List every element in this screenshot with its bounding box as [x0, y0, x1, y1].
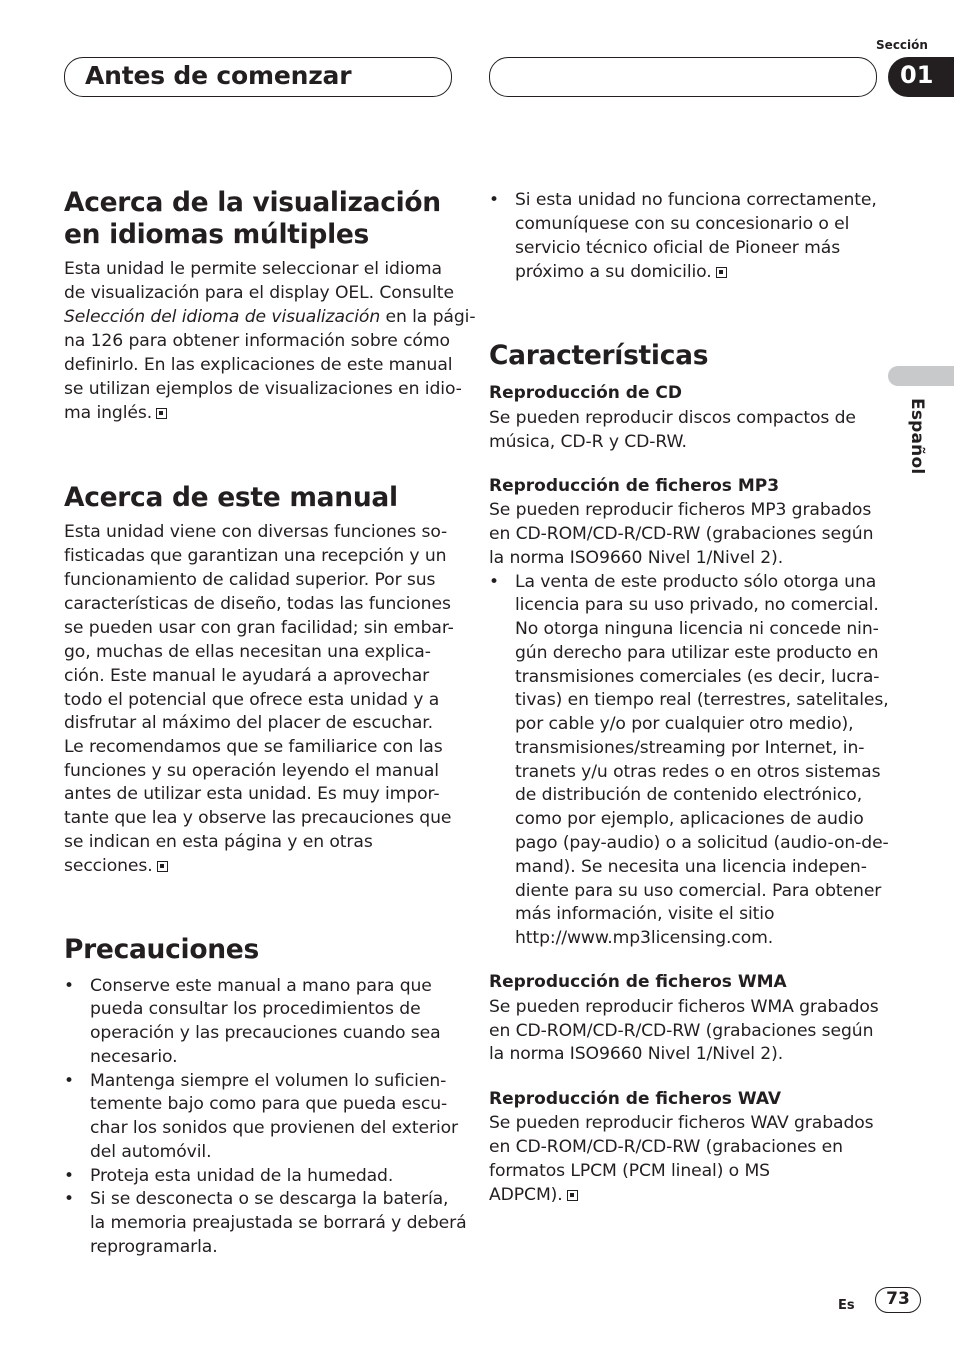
header-blank-frame	[489, 57, 877, 97]
section-label: Sección	[876, 38, 928, 52]
list-item-line: char los sonidos que provienen del exterior	[90, 1118, 459, 1138]
paragraph-line: en CD-ROM/CD-R/CD-RW (grabaciones según	[489, 524, 874, 544]
list-item-line: Si se desconecta o se descarga la batería,	[90, 1189, 449, 1209]
list-item-line: Mantenga siempre el volumen lo suficien-	[90, 1071, 447, 1091]
chapter-header	[64, 57, 452, 97]
paragraph-line: características de diseño, todas las funciones	[64, 594, 451, 614]
paragraph-line: Se pueden reproducir ficheros MP3 grabados	[489, 500, 872, 520]
list-item-line: comuníquese con su concesionario o el	[515, 214, 850, 234]
list-item-line: mand). Se necesita una licencia indepen-	[515, 857, 867, 877]
subheading: Reproducción de ficheros WMA	[489, 972, 787, 992]
paragraph-line: se pueden usar con gran facilidad; sin embar-	[64, 618, 454, 638]
list-item-line: como por ejemplo, aplicaciones de audio	[515, 809, 864, 829]
list-item-line: http://www.mp3licensing.com.	[515, 928, 774, 948]
list-item-line: La venta de este producto sólo otorga una	[515, 572, 877, 592]
list-item-line: reprogramarla.	[90, 1237, 218, 1257]
paragraph-line: definirlo. En las explicaciones de este manual	[64, 355, 453, 375]
end-mark-icon	[156, 408, 167, 419]
list-item-line: la memoria preajustada se borrará y deberá	[90, 1213, 467, 1233]
paragraph-line: funcionamiento de calidad superior. Por sus	[64, 570, 436, 590]
paragraph-line: antes de utilizar esta unidad. Es muy impor-	[64, 784, 440, 804]
list-item-line: diente para su uso comercial. Para obtener	[515, 881, 882, 901]
bullet-icon: •	[64, 976, 75, 996]
paragraph-line: secciones.	[64, 855, 168, 879]
list-item-line: tivas) en tiempo real (terrestres, satelitales,	[515, 690, 889, 710]
paragraph-line: se indican en esta página y en otras	[64, 832, 373, 852]
bullet-icon: •	[64, 1071, 75, 1091]
section-heading: Precauciones	[64, 934, 259, 965]
end-mark-icon	[157, 861, 168, 872]
list-item-line: necesario.	[90, 1047, 178, 1067]
end-mark-icon	[716, 267, 727, 278]
chapter-title: Antes de comenzar	[85, 61, 352, 90]
list-item-line: del automóvil.	[90, 1142, 212, 1162]
paragraph-line: ción. Este manual le ayudará a aprovechar	[64, 666, 430, 686]
subheading: Reproducción de ficheros MP3	[489, 476, 780, 496]
list-item-line: temente bajo como para que pueda escu-	[90, 1094, 448, 1114]
section-number: 01	[900, 61, 934, 89]
end-mark-icon	[567, 1190, 578, 1201]
paragraph-line: la norma ISO9660 Nivel 1/Nivel 2).	[489, 548, 784, 568]
paragraph-line: Le recomendamos que se familiarice con las	[64, 737, 443, 757]
list-item-line: de distribución de contenido electrónico,	[515, 785, 863, 805]
language-tab-marker	[888, 366, 954, 386]
list-item-line: más información, visite el sitio	[515, 904, 775, 924]
section-heading: Características	[489, 340, 709, 371]
paragraph-line: funciones y su operación leyendo el manual	[64, 761, 439, 781]
paragraph-line: Se pueden reproducir ficheros WMA grabados	[489, 997, 879, 1017]
paragraph-line: fisticadas que garantizan una recepción y un	[64, 546, 447, 566]
list-item-line: servicio técnico oficial de Pioneer más	[515, 238, 841, 258]
paragraph-line: todo el potencial que ofrece esta unidad y a	[64, 690, 440, 710]
paragraph-line: go, muchas de ellas necesitan una explica-	[64, 642, 431, 662]
paragraph-line: tante que lea y observe las precauciones que	[64, 808, 452, 828]
subheading: Reproducción de CD	[489, 383, 683, 403]
list-item-line: Proteja esta unidad de la humedad.	[90, 1166, 394, 1186]
paragraph-line: Se pueden reproducir discos compactos de	[489, 408, 856, 428]
section-number-tab	[888, 57, 954, 97]
paragraph-line: formatos LPCM (PCM lineal) o MS	[489, 1161, 770, 1181]
bullet-icon: •	[489, 572, 500, 592]
bullet-icon: •	[64, 1166, 75, 1186]
page-number: 73	[875, 1287, 921, 1313]
list-item-line: transmisiones comerciales (es decir, lucra-	[515, 667, 880, 687]
list-item-line: Si esta unidad no funciona correctamente,	[515, 190, 877, 210]
section-heading: Acerca de la visualización	[64, 187, 441, 218]
section-heading: Acerca de este manual	[64, 482, 398, 513]
list-item-line: gún derecho para utilizar este producto en	[515, 643, 879, 663]
subheading: Reproducción de ficheros WAV	[489, 1089, 781, 1109]
paragraph-line: en CD-ROM/CD-R/CD-RW (grabaciones en	[489, 1137, 843, 1157]
list-item-line: licencia para su uso privado, no comercial.	[515, 595, 879, 615]
paragraph-line: Esta unidad le permite seleccionar el idioma	[64, 259, 442, 279]
bullet-icon: •	[489, 190, 500, 210]
list-item-line: No otorga ninguna licencia ni concede nin-	[515, 619, 879, 639]
list-item-line: pago (pay-audio) o a solicitud (audio-on-de-	[515, 833, 889, 853]
paragraph-line: na 126 para obtener información sobre cómo	[64, 331, 450, 351]
section-heading: en idiomas múltiples	[64, 219, 370, 250]
language-side-label: Español	[907, 398, 927, 475]
list-item-line: por cable y/o por cualquier otro medio),	[515, 714, 854, 734]
paragraph-line: Selección del idioma de visualización en la pági-	[64, 307, 476, 327]
list-item-line: Conserve este manual a mano para que	[90, 976, 432, 996]
footer-language-code: Es	[838, 1298, 855, 1313]
list-item-line: pueda consultar los procedimientos de	[90, 999, 421, 1019]
paragraph-line: música, CD-R y CD-RW.	[489, 432, 687, 452]
list-item-line: transmisiones/streaming por Internet, in-	[515, 738, 865, 758]
cross-reference: Selección del idioma de visualización	[64, 307, 381, 327]
list-item-line: operación y las precauciones cuando sea	[90, 1023, 441, 1043]
paragraph-line: la norma ISO9660 Nivel 1/Nivel 2).	[489, 1044, 784, 1064]
paragraph-line: en CD-ROM/CD-R/CD-RW (grabaciones según	[489, 1021, 874, 1041]
bullet-icon: •	[64, 1189, 75, 1209]
list-item-line: próximo a su domicilio.	[515, 261, 727, 285]
list-item-line: tranets y/u otras redes o en otros sistemas	[515, 762, 881, 782]
paragraph-line: Esta unidad viene con diversas funciones so-	[64, 522, 448, 542]
paragraph-line: disfrutar al máximo del placer de escuchar.	[64, 713, 434, 733]
paragraph-line: de visualización para el display OEL. Consulte	[64, 283, 454, 303]
paragraph-line: ADPCM).	[489, 1184, 578, 1208]
paragraph-line: ma inglés.	[64, 402, 167, 426]
paragraph-line: se utilizan ejemplos de visualizaciones en idio-	[64, 379, 462, 399]
paragraph-line: Se pueden reproducir ficheros WAV grabados	[489, 1113, 874, 1133]
